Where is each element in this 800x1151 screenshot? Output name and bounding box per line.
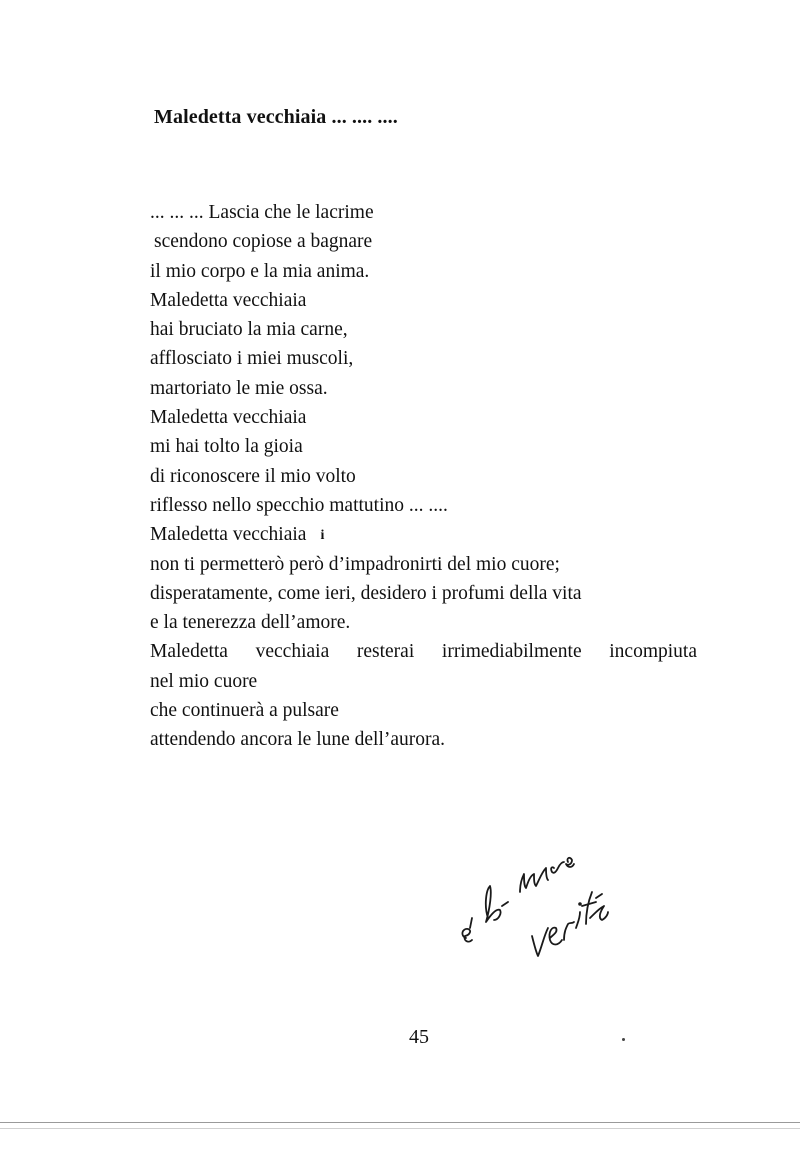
poem-line: martoriato le mie ossa.	[150, 377, 328, 399]
poem-line: Maledetta vecchiaia	[150, 289, 307, 311]
poem-line: scendono copiose a bagnare	[154, 231, 373, 253]
poem-line: il mio corpo e la mia anima.	[150, 260, 370, 282]
poem-line-with-mark	[150, 520, 710, 549]
scan-edge-line	[0, 1128, 800, 1129]
poem-line: riflesso nello specchio mattutino ... ....	[150, 494, 448, 516]
poem-line: e la tenerezza dell’amore.	[150, 612, 351, 634]
poem-line: mi hai tolto la gioia	[150, 436, 303, 458]
scan-edge-line	[0, 1122, 800, 1123]
scan-speck	[622, 1038, 625, 1041]
poem-line: che continuerà a pulsare	[150, 700, 339, 722]
poem-line: attendendo ancora le lune dell’aurora.	[150, 729, 446, 751]
handwritten-note	[450, 828, 620, 968]
poem-line: di riconoscere il mio volto	[150, 465, 356, 487]
poem-body	[150, 198, 710, 755]
poem-line: hai bruciato la mia carne,	[150, 319, 348, 341]
poem-title: Maledetta vecchiaia ... .... ....	[154, 106, 398, 128]
page-number: 45	[409, 1026, 429, 1048]
poem-line-text: Maledetta vecchiaia	[150, 524, 307, 546]
poem-line: Maledetta vecchiaia resterai irrimediabilmente incompiuta	[150, 641, 697, 663]
poem-line: disperatamente, come ieri, desidero i profumi della vita	[150, 582, 582, 604]
poem-line: non ti permetterò però d’impadronirti del mio cuore;	[150, 553, 560, 575]
inline-mark: i	[320, 528, 325, 544]
poem-line: nel mio cuore	[150, 670, 258, 692]
poem-line: ... ... ... Lascia che le lacrime	[150, 202, 374, 223]
poem-line: afflosciato i miei muscoli,	[150, 348, 354, 370]
poem-line: Maledetta vecchiaia	[150, 407, 307, 429]
